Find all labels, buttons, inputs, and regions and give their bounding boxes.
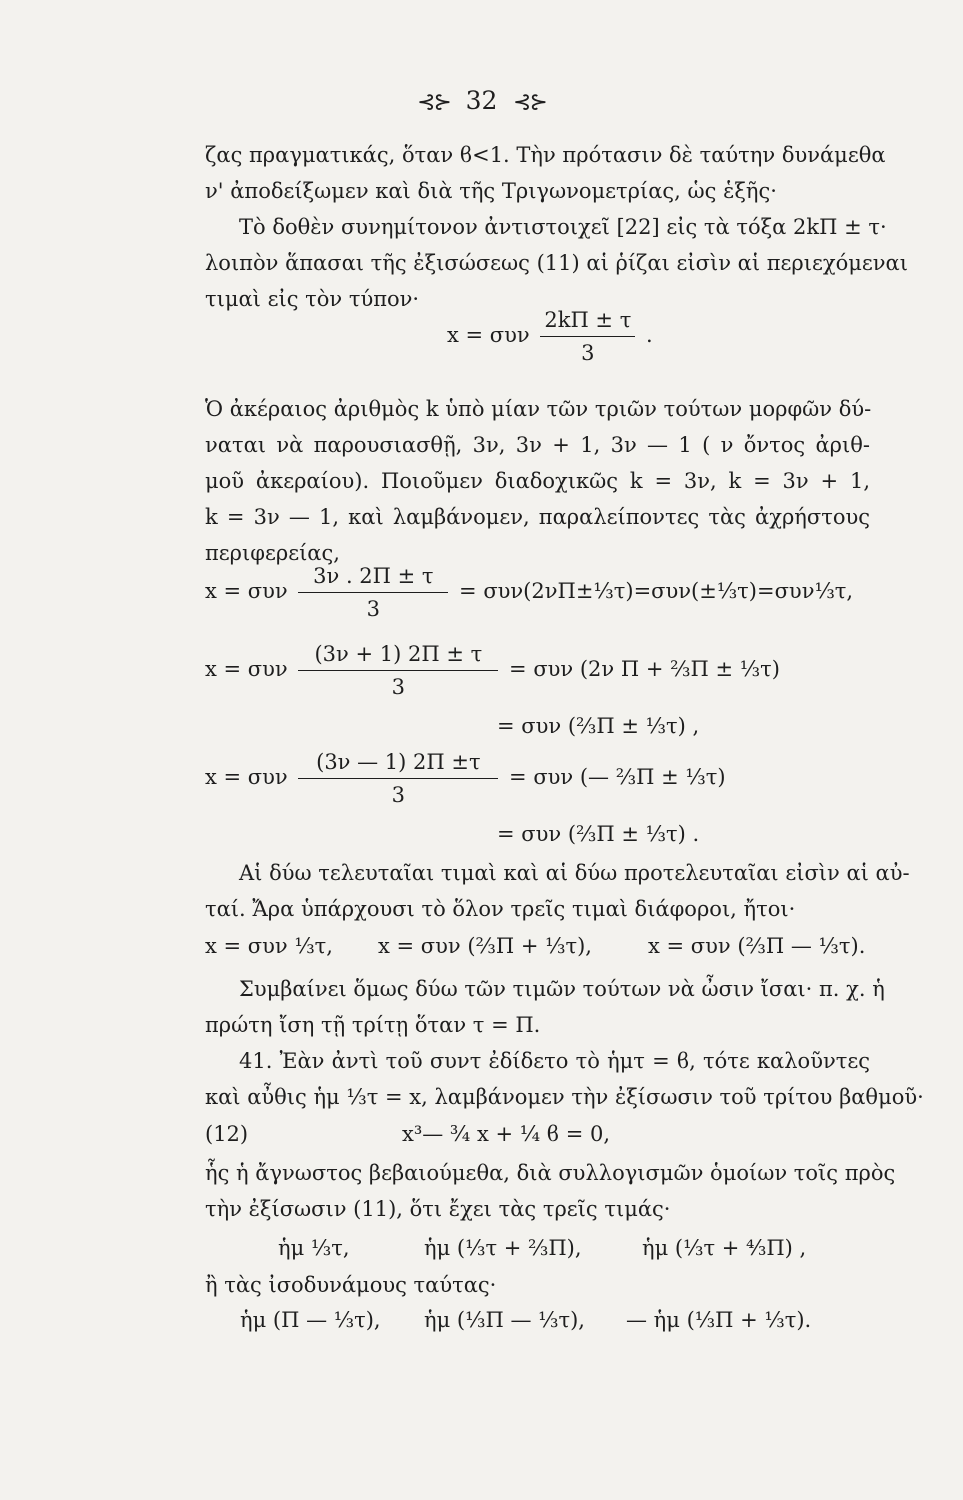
sine-value-d: ἡμ (Π — ⅓τ),: [240, 1308, 381, 1332]
values-c: x = συν (⅔Π — ⅓τ).: [648, 934, 866, 958]
text-line: ἧς ἡ ἄγνωστος βεβαιούμεθα, διὰ συλλογισμῶν ὁμοίων τοῖς πρὸς: [205, 1161, 896, 1185]
sine-value-e: ἡμ (⅓Π — ⅓τ),: [424, 1308, 585, 1332]
sine-value-a: ἡμ ⅓τ,: [278, 1236, 350, 1260]
text-line: Συμβαίνει ὅμως δύω τῶν τιμῶν τούτων νὰ ὦσιν ἴσαι· π. χ. ἡ: [239, 977, 885, 1001]
text-line: πρώτη ἴση τῇ τρίτῃ ὅταν τ = Π.: [205, 1013, 541, 1037]
text-line: Ὁ ἀκέραιος ἀριθμὸς k ὑπὸ μίαν τῶν τριῶν τούτων μορφῶν δύ-: [205, 397, 872, 421]
sine-value-c: ἡμ (⅓τ + ⁴⁄₃Π) ,: [642, 1236, 807, 1260]
left-ornament-icon: ⊰⊱: [417, 90, 450, 115]
text-line: καὶ αὖθις ἡμ ⅓τ = x, λαμβάνομεν τὴν ἐξίσωσιν τοῦ τρίτου βαθμοῦ·: [205, 1085, 924, 1109]
text-line: Τὸ δοθὲν συνημίτονον ἀντιστοιχεῖ [22] εἰς τὰ τόξα 2kΠ ± τ·: [239, 215, 887, 239]
equation-3b: = συν (⅔Π ± ⅓τ) ,: [497, 714, 700, 738]
text-line: ἢ τὰς ἰσοδυνάμους ταύτας·: [205, 1273, 497, 1297]
text-line: ν' ἀποδείξωμεν καὶ διὰ τῆς Τριγωνομετρίας, ὡς ἑξῆς·: [205, 179, 777, 203]
text-line: λοιπὸν ἅπασαι τῆς ἐξισώσεως (11) αἱ ῥίζαι εἰσὶν αἱ περιεχόμεναι: [205, 251, 908, 275]
sine-value-b: ἡμ (⅓τ + ⅔Π),: [424, 1236, 582, 1260]
values-b: x = συν (⅔Π + ⅓τ),: [378, 934, 592, 958]
right-ornament-icon: ⊰⊱: [513, 90, 546, 115]
text-line: περιφερείας,: [205, 541, 340, 565]
sine-value-f: — ἡμ (⅓Π + ⅓τ).: [626, 1308, 812, 1332]
text-line: ζας πραγματικάς, ὅταν ϐ<1. Τὴν πρότασιν δὲ ταύτην δυνάμεθα: [205, 143, 886, 167]
page-header: [0, 84, 963, 120]
text-line: 41. Ἐὰν ἀντὶ τοῦ συντ ἐδίδετο τὸ ἡμτ = ϐ, τότε καλοῦντες: [239, 1049, 870, 1073]
equation-12-label: (12): [205, 1122, 249, 1146]
text-line: μοῦ ἀκεραίου). Ποιοῦμεν διαδοχικῶς k = 3ν, k = 3ν + 1,: [205, 469, 870, 493]
values-a: x = συν ⅓τ,: [205, 934, 333, 958]
text-line: Αἱ δύω τελευταῖαι τιμαὶ καὶ αἱ δύω προτελευταῖαι εἰσὶν αἱ αὐ-: [239, 861, 910, 885]
equation-3: x = συν $\frac{(3\nu + 1) 2\Pi \pm \tau}{3}$ = συν (2ν Π + ⅔Π ± ⅓τ): [205, 642, 780, 699]
text-line: τιμαὶ εἰς τὸν τύπον·: [205, 287, 420, 311]
page-number: 32: [465, 86, 498, 115]
text-line: ναται νὰ παρουσιασθῇ, 3ν, 3ν + 1, 3ν — 1 ( ν ὄντος ἀριθ-: [205, 433, 870, 457]
equation-4b: = συν (⅔Π ± ⅓τ) .: [497, 822, 700, 846]
text-line: τὴν ἐξίσωσιν (11), ὅτι ἔχει τὰς τρεῖς τιμάς·: [205, 1197, 671, 1221]
equation-2: x = συν $\frac{3\nu . 2\Pi \pm \tau}{3}$ = συν(2νΠ±⅓τ)=συν(±⅓τ)=συν⅓τ,: [205, 564, 854, 621]
text-line: ταί. Ἄρα ὑπάρχουσι τὸ ὅλον τρεῖς τιμαὶ διάφοροι, ἤτοι·: [205, 897, 796, 921]
equation-12: x³— ¾ x + ¼ ϐ = 0,: [402, 1122, 611, 1146]
equation-1: x = συν $\frac{2k\Pi \pm \tau}{3}$ .: [447, 308, 653, 365]
text-line: k = 3ν — 1, καὶ λαμβάνομεν, παραλείποντες τὰς ἀχρήστους: [205, 505, 870, 529]
equation-4: x = συν $\frac{(3\nu — 1) 2\Pi \pm\tau}{3}$ = συν (— ⅔Π ± ⅓τ): [205, 750, 726, 807]
